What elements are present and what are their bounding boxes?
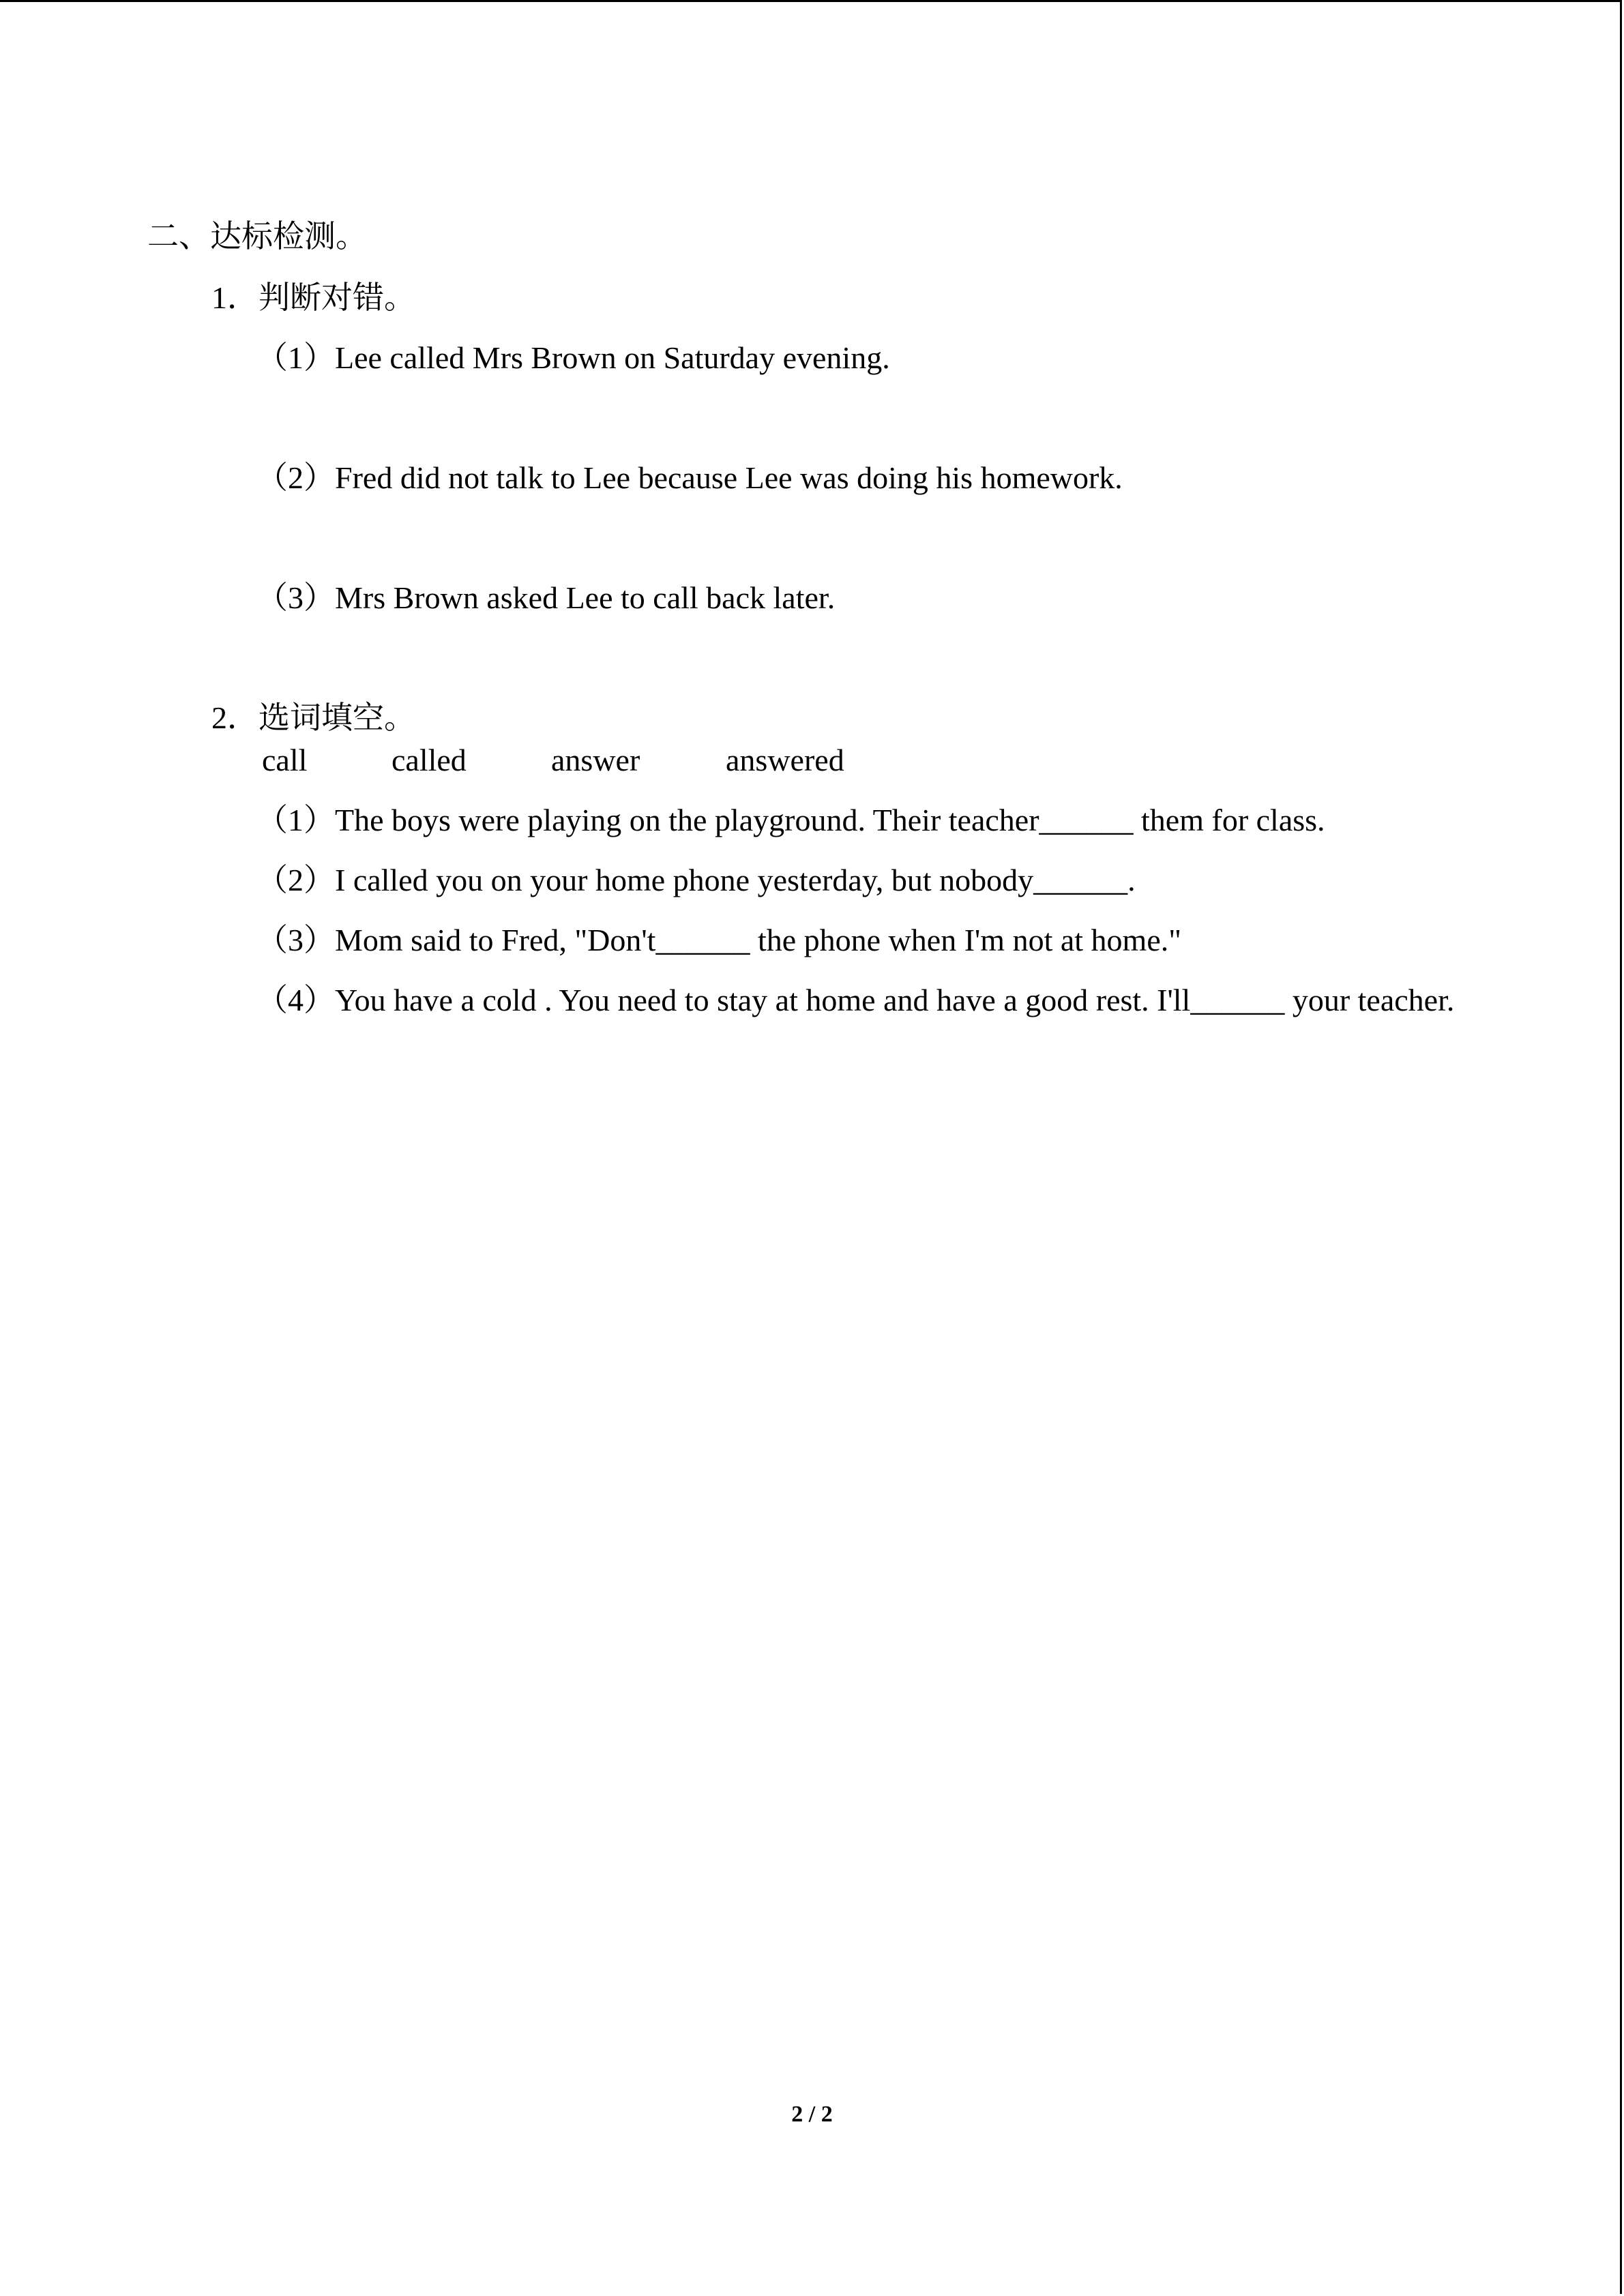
question-1-item-3: （3）Mrs Brown asked Lee to call back later. (256, 580, 836, 615)
page-number: 2 / 2 (791, 2102, 833, 2127)
section-title: 二、达标检测。 (147, 219, 367, 254)
word-bank-word: called (392, 743, 467, 777)
word-bank-word: answer (551, 743, 640, 777)
question-2-title: 2．选词填空。 (211, 700, 415, 735)
word-bank (262, 741, 876, 779)
question-1-item-1: （1）Lee called Mrs Brown on Saturday evening. (256, 340, 890, 375)
question-2-item-1: （1）The boys were playing on the playground. Their teacher______ them for class. (256, 803, 1325, 837)
question-2-item-2: （2）I called you on your home phone yesterday, but nobody______. (256, 863, 1136, 897)
word-bank-word: call (262, 743, 308, 777)
question-2-item-3: （3）Mom said to Fred, "Don't______ the phone when I'm not at home." (256, 923, 1182, 957)
question-1-title: 1．判断对错。 (211, 280, 415, 315)
question-1-item-2: （2）Fred did not talk to Lee because Lee was doing his homework. (256, 460, 1123, 495)
word-bank-word: answered (726, 743, 844, 777)
question-2-item-4: （4）You have a cold . You need to stay at home and have a good rest. I'll______ your teacher. (256, 983, 1455, 1017)
